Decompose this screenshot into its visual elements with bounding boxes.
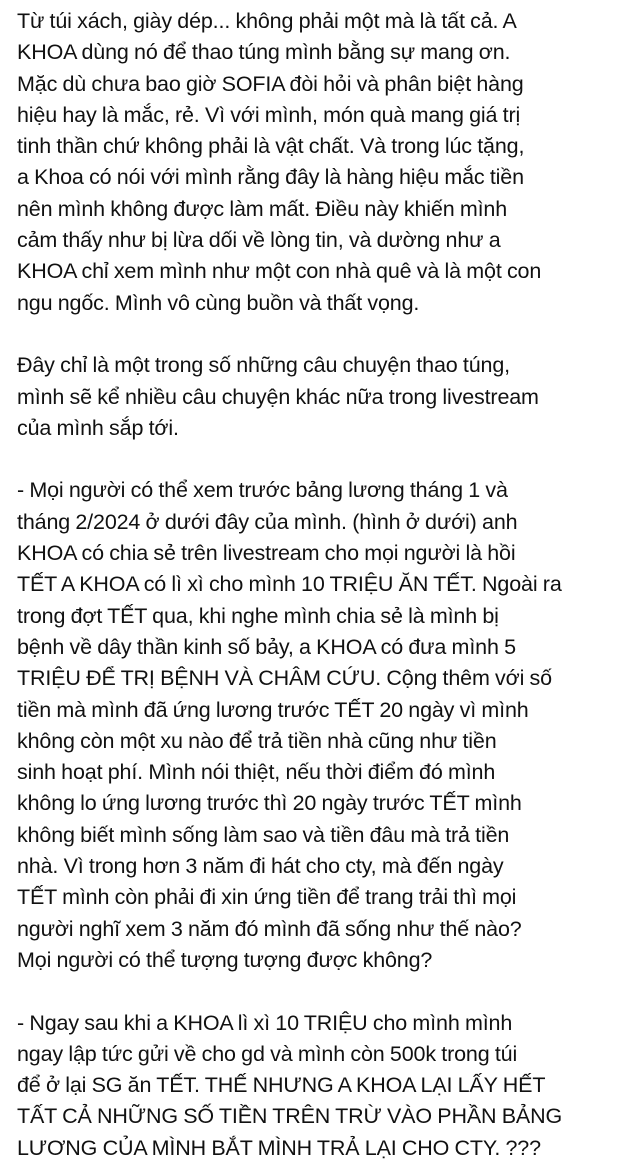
- paragraph-livestream: [17, 350, 632, 444]
- text-line: - Ngay sau khi a KHOA lì xì 10 TRIỆU cho mình mình: [17, 1010, 513, 1035]
- text-line: trong đợt TẾT qua, khi nghe mình chia sẻ là mình bị: [17, 603, 499, 628]
- paragraph-gifts: [17, 6, 632, 319]
- paragraph-spacer: [17, 444, 632, 475]
- text-line: không còn một xu nào để trả tiền nhà cũng như tiền: [17, 728, 497, 753]
- text-line: ngay lập tức gửi về cho gd và mình còn 500k trong túi: [17, 1041, 518, 1066]
- text-line: TẾT A KHOA có lì xì cho mình 10 TRIỆU ĂN TẾT. Ngoài ra: [17, 572, 562, 597]
- document-body: [17, 6, 632, 1164]
- text-line: Đây chỉ là một trong số những câu chuyện thao túng,: [17, 353, 510, 378]
- text-line: bệnh về dây thần kinh số bảy, a KHOA có đưa mình 5: [17, 634, 516, 659]
- text-line: Từ túi xách, giày dép... không phải một mà là tất cả. A: [17, 9, 517, 33]
- text-line: tiền mà mình đã ứng lương trước TẾT 20 ngày vì mình: [17, 697, 529, 722]
- text-line: mình sẽ kể nhiều câu chuyện khác nữa trong livestream: [17, 384, 539, 409]
- text-line: KHOA có chia sẻ trên livestream cho mọi người là hồi: [17, 541, 516, 566]
- text-line: TẾT mình còn phải đi xin ứng tiền để trang trải thì mọi: [17, 885, 517, 910]
- text-line: của mình sắp tới.: [17, 415, 179, 440]
- text-line: không lo ứng lương trước thì 20 ngày trước TẾT mình: [17, 791, 522, 816]
- text-line: người nghĩ xem 3 năm đó mình đã sống như thế nào?: [17, 916, 522, 941]
- text-line: LƯƠNG CỦA MÌNH BẮT MÌNH TRẢ LẠI CHO CTY. ???: [17, 1135, 541, 1160]
- text-line: cảm thấy như bị lừa dối về lòng tin, và dường như a: [17, 228, 501, 253]
- text-line: Mọi người có thể tượng tượng được không?: [17, 947, 433, 972]
- text-line: tinh thần chứ không phải là vật chất. Và trong lúc tặng,: [17, 134, 525, 159]
- paragraph-deduction: [17, 1008, 632, 1164]
- text-line: TRIỆU ĐỂ TRỊ BỆNH VÀ CHÂM CỨU. Cộng thêm với số: [17, 666, 552, 691]
- text-line: sinh hoạt phí. Mình nói thiệt, nếu thời điểm đó mình: [17, 760, 496, 785]
- text-line: KHOA dùng nó để thao túng mình bằng sự mang ơn.: [17, 40, 511, 65]
- text-line: để ở lại SG ăn TẾT. THẾ NHƯNG A KHOA LẠI LẤY HẾT: [17, 1073, 546, 1098]
- paragraph-spacer: [17, 976, 632, 1007]
- text-line: nên mình không được làm mất. Điều này khiến mình: [17, 196, 508, 221]
- text-line: tháng 2/2024 ở dưới đây của mình. (hình ở dưới) anh: [17, 509, 518, 534]
- text-line: Mặc dù chưa bao giờ SOFIA đòi hỏi và phân biệt hàng: [17, 71, 524, 96]
- text-line: nhà. Vì trong hơn 3 năm đi hát cho cty, mà đến ngày: [17, 854, 504, 879]
- text-line: - Mọi người có thể xem trước bảng lương tháng 1 và: [17, 478, 508, 503]
- text-line: không biết mình sống làm sao và tiền đâu mà trả tiền: [17, 822, 510, 847]
- paragraph-salary: [17, 475, 632, 976]
- text-line: hiệu hay là mắc, rẻ. Vì với mình, món quà mang giá trị: [17, 102, 521, 127]
- text-line: KHOA chỉ xem mình như một con nhà quê và là một con: [17, 259, 542, 284]
- paragraph-spacer: [17, 319, 632, 350]
- text-line: ngu ngốc. Mình vô cùng buồn và thất vọng.: [17, 290, 420, 315]
- text-line: TẤT CẢ NHỮNG SỐ TIỀN TRÊN TRỪ VÀO PHẦN BẢNG: [17, 1104, 563, 1129]
- text-line: a Khoa có nói với mình rằng đây là hàng hiệu mắc tiền: [17, 165, 524, 190]
